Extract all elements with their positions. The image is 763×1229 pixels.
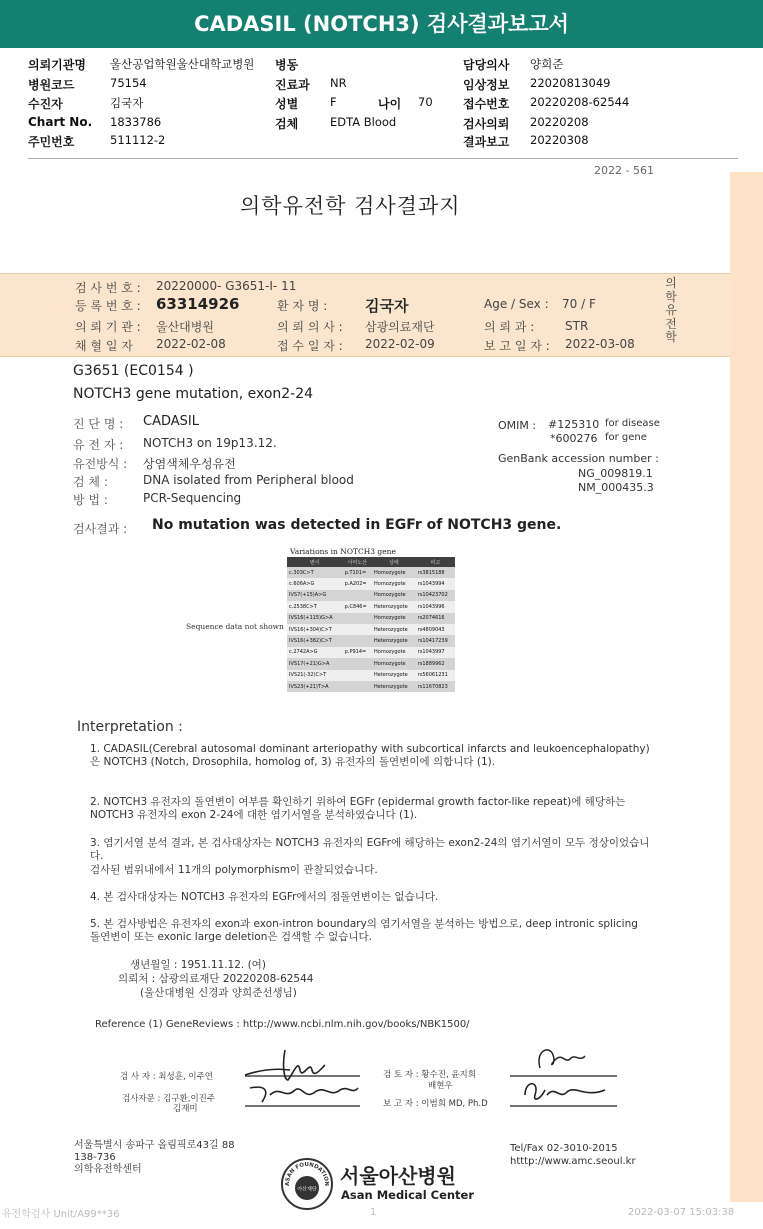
specimen-doc-value: DNA isolated from Peripheral blood <box>143 473 354 487</box>
table-row: c.303C>T p.T101= Homozygote rs3815188 <box>287 567 455 578</box>
examiner-advisor: 검사자문 : 김구환,이진주 <box>122 1094 216 1104</box>
reg-no: 63314926 <box>156 295 240 313</box>
table-row: IVS7(+15)A>G Homozygote rs10423702 <box>287 590 455 601</box>
report-heading: 의학유전학 검사결과지 <box>240 194 461 218</box>
variations-title: Variations in NOTCH3 gene <box>290 547 396 556</box>
col-header-amino: 아미노산 <box>343 557 372 567</box>
interpretation-4: 4. 본 검사대상자는 NOTCH3 유전자의 EGFr에서의 점돌연변이는 없습니다. <box>90 891 439 903</box>
address-line-1: 서울특별시 송파구 올림픽로43길 88 <box>74 1140 235 1151</box>
collect-label: 채 혈 일 자 <box>75 339 133 353</box>
reporter: 보 고 자 : 이범희 MD, Ph.D <box>383 1099 488 1109</box>
table-row: c.2538C>T p.C846= Heterozygote rs1043996 <box>287 601 455 612</box>
ref-dept-label: 의 뢰 과 : <box>484 320 535 334</box>
interpretation-5: 5. 본 검사방법은 유전자의 exon과 exon-intron boundary의 염기서열을 분석하는 방법으로, deep intronic splicing 돌연변이 또는 exonic large deletion은 검색할 수 없습니다. <box>90 918 638 943</box>
table-row: IVS21(-32)C>T Heterozygote rs56061231 <box>287 670 455 681</box>
hospital-label: 의뢰기관명 <box>28 58 86 72</box>
chart-value: 1833786 <box>110 115 162 129</box>
client-detail: (울산대병원 신경과 양희준선생님) <box>140 987 297 999</box>
website: htttp://www.amc.seoul.kr <box>510 1156 636 1167</box>
address-line-2: 138-736 <box>74 1152 116 1163</box>
result-label: 결과보고 <box>463 135 510 149</box>
agesex-value: 70 / F <box>562 297 596 311</box>
reviewer: 검 토 자 : 황수진, 윤지희 <box>383 1070 476 1080</box>
doctor-value: 양희준 <box>530 57 564 71</box>
age-value: 70 <box>418 95 433 109</box>
resident-label: 주민번호 <box>28 135 75 149</box>
examiner-advisor-2: 김재미 <box>173 1104 198 1114</box>
ref-doctor-label: 의 뢰 의 사 : <box>277 320 343 334</box>
hospital-logo-text: 서울아산병원 <box>340 1164 456 1188</box>
print-timestamp: 2022-03-07 15:03:38 <box>628 1207 735 1218</box>
patient-name: 김국자 <box>365 297 409 315</box>
patient-name-label: 환 자 명 : <box>277 299 328 313</box>
report-title: CADASIL (NOTCH3) 검사결과보고서 <box>0 0 763 48</box>
table-row: c.606A>G p.A202= Homozygote rs1043994 <box>287 578 455 589</box>
reg-no-label: 등 록 번 호 : <box>75 299 141 313</box>
org-label: 의 뢰 기 관 : <box>75 320 141 334</box>
reviewer-signature <box>505 1040 620 1120</box>
request-value: 20220208 <box>530 115 589 129</box>
exam-no-label: 검 사 번 호 : <box>75 281 141 295</box>
sex-value: F <box>330 95 337 109</box>
omim-gene: *600276 <box>550 432 598 445</box>
unit-code: 유전학검사 Unit/A99**36 <box>2 1209 120 1220</box>
reviewer-2: 배현우 <box>428 1081 453 1091</box>
agesex-label: Age / Sex : <box>484 297 549 311</box>
clinical-label: 임상정보 <box>463 78 510 92</box>
hospcode-label: 병원코드 <box>28 78 75 92</box>
omim-gene-desc: for gene <box>605 432 647 443</box>
interpretation-1: 1. CADASIL(Cerebral autosomal dominant arteriopathy with subcortical infarcts and leukoencephalopathy)은 NOTCH3 (Notch, Drosophila, homolog of, 3) 유전자의 돌연변이에 의합니다 (1). <box>90 743 650 768</box>
dept-value: NR <box>330 76 347 90</box>
col-header-note: 비고 <box>416 557 455 567</box>
ref-doctor-value: 삼광의료재단 <box>365 320 435 334</box>
exam-no: 20220000- G3651-I- 11 <box>156 279 297 293</box>
table-row: IVS23(+21)T>A Heterozygote rs11670823 <box>287 681 455 692</box>
sequence-note: Sequence data not shown <box>186 622 284 631</box>
test-name: NOTCH3 gene mutation, exon2-24 <box>73 386 314 402</box>
test-code: G3651 (EC0154 ) <box>73 363 194 379</box>
hospital-value: 울산공업학원울산대학교병원 <box>110 57 255 71</box>
dept-label: 진료과 <box>275 78 310 92</box>
side-strip <box>730 172 763 1202</box>
report-date: 2022-03-08 <box>565 337 635 351</box>
test-result-label: 검사결과 : <box>73 522 128 536</box>
col-header-status: 상태 <box>372 557 416 567</box>
method-label: 방 법 : <box>73 493 108 507</box>
receive-date: 2022-02-09 <box>365 337 435 351</box>
table-row: IVS17(+21)G>A Homozygote rs1889962 <box>287 658 455 669</box>
specimen-label: 검체 <box>275 117 299 131</box>
receive-label: 접 수 일 자 : <box>277 339 343 353</box>
interpretation-3: 3. 염기서열 분석 결과, 본 검사대상자는 NOTCH3 유전자의 EGFr에 해당하는 exon2-24의 염기서열이 모두 정상이었습니다. <box>90 837 650 862</box>
asan-foundation-seal <box>280 1157 334 1211</box>
table-header-row <box>287 557 455 567</box>
hospcode-value: 75154 <box>110 76 147 90</box>
omim-disease: #125310 <box>548 418 600 431</box>
doctor-label: 담당의사 <box>463 58 510 72</box>
receipt-value: 20220208-62544 <box>530 95 630 109</box>
diagnosis-value: CADASIL <box>143 414 199 429</box>
clinical-value: 22020813049 <box>530 76 611 90</box>
result-value: 20220308 <box>530 133 589 147</box>
inherit-label: 유전방식 : <box>73 457 128 471</box>
col-header-variant: 변이 <box>287 557 343 567</box>
examiner: 검 사 자 : 최성훈, 이주연 <box>120 1072 213 1082</box>
receipt-label: 접수번호 <box>463 97 510 111</box>
gene-label: 유 전 자 : <box>73 438 124 452</box>
interpretation-3b: 검사된 범위내에서 11개의 polymorphism이 관찰되었습니다. <box>90 864 378 876</box>
table-row: IVS16(+382)C>T Heterozygote rs10417239 <box>287 635 455 646</box>
svg-text:아산재단: 아산재단 <box>297 1186 317 1193</box>
test-result: No mutation was detected in EGFr of NOTCH3 gene. <box>152 517 562 533</box>
org-value: 울산대병원 <box>156 320 214 334</box>
age-label: 나이 <box>378 97 402 111</box>
reference: Reference (1) GeneReviews : http://www.ncbi.nlm.nih.gov/books/NBK1500/ <box>95 1019 470 1030</box>
request-label: 검사의뢰 <box>463 117 510 131</box>
specimen-value: EDTA Blood <box>330 115 397 129</box>
address-line-3: 의학유전학센터 <box>74 1164 142 1175</box>
hospital-logo-en: Asan Medical Center <box>341 1188 475 1202</box>
interpretation-2: 2. NOTCH3 유전자의 돌연변이 여부를 확인하기 위하여 EGFr (epidermal growth factor-like repeat)에 해당하는 NOTCH3 유전자의 exon 2-24에 대한 염기서열을 분석하였습니다 (1). <box>90 796 626 821</box>
ward-label: 병동 <box>275 58 299 72</box>
genbank-ng: NG_009819.1 <box>578 467 653 480</box>
report-date-label: 보 고 일 자 : <box>484 339 550 353</box>
patient-value: 김국자 <box>110 96 144 110</box>
table-row: c.2742A>G p.P914= Homozygote rs1043997 <box>287 647 455 658</box>
svg-text:ASAN FOUNDATION: ASAN FOUNDATION <box>284 1161 330 1187</box>
gene-value: NOTCH3 on 19p13.12. <box>143 436 277 450</box>
inherit-value: 상염색체우성유전 <box>143 457 236 471</box>
table-row: IVS16(+304)C>T Heterozygote rs4809043 <box>287 624 455 635</box>
page-number: 1 <box>370 1207 377 1218</box>
resident-value: 511112-2 <box>110 133 166 147</box>
diagnosis-label: 진 단 명 : <box>73 417 124 431</box>
client-info: 의뢰처 : 삼광의료재단 20220208-62544 <box>118 973 314 985</box>
genbank-nm: NM_000435.3 <box>578 481 654 494</box>
header-divider <box>28 158 738 159</box>
examiner-signature <box>240 1040 365 1112</box>
table-row: IVS16(+115)G>A Homozygote rs2074616 <box>287 613 455 624</box>
collect-date: 2022-02-08 <box>156 337 226 351</box>
patient-label: 수진자 <box>28 97 63 111</box>
interpretation-title: Interpretation : <box>77 719 183 735</box>
genbank-label: GenBank accession number : <box>498 452 659 465</box>
ref-dept-value: STR <box>565 319 589 333</box>
tel-fax: Tel/Fax 02-3010-2015 <box>510 1143 618 1154</box>
vertical-label: 의 학 유 전 학 <box>665 276 677 344</box>
variation-table <box>287 557 455 692</box>
birth-date: 생년월일 : 1951.11.12. (여) <box>130 959 266 971</box>
method-value: PCR-Sequencing <box>143 491 242 505</box>
specimen-doc-label: 검 체 : <box>73 475 108 489</box>
chart-label: Chart No. <box>28 115 93 129</box>
sex-label: 성별 <box>275 97 299 111</box>
omim-disease-desc: for disease <box>605 418 660 429</box>
report-serial: 2022 - 561 <box>594 164 654 177</box>
omim-label: OMIM : <box>498 419 537 432</box>
